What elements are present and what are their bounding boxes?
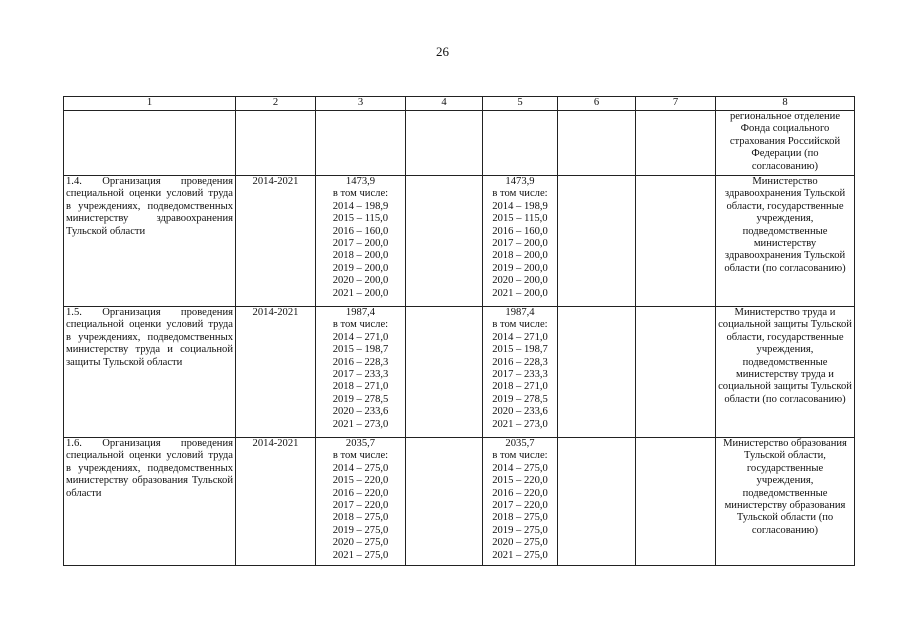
funding-line: 2021 – 275,0	[332, 549, 389, 561]
column-header: 6	[558, 97, 636, 111]
funding-line: 2014 – 271,0	[332, 331, 389, 343]
column-header: 8	[716, 97, 855, 111]
column-header: 2	[236, 97, 316, 111]
funding-line: 2018 – 275,0	[492, 512, 548, 524]
funding-line: 2019 – 275,0	[492, 524, 548, 536]
empty-cell	[558, 307, 636, 438]
funding-line: в том числе:	[492, 188, 548, 200]
program-table	[63, 96, 855, 566]
funding-line: 2019 – 200,0	[492, 262, 548, 274]
total-funding-cell	[316, 307, 406, 438]
table-row	[64, 176, 855, 307]
empty-cell	[636, 438, 716, 566]
funding-line: 2016 – 160,0	[332, 225, 389, 237]
funding-line: 2019 – 200,0	[332, 262, 389, 274]
funding-line: 2018 – 200,0	[332, 250, 389, 262]
period-cell: 2014-2021	[236, 307, 316, 438]
table-row	[64, 307, 855, 438]
funding-line: 2017 – 233,3	[492, 369, 548, 381]
executor-cell: региональное отделение Фонда социального страхования Российской Федерации (по согласованию)	[716, 111, 855, 176]
funding-line: 2016 – 228,3	[492, 356, 548, 368]
empty-cell	[636, 176, 716, 307]
funding-line: 2017 – 220,0	[332, 500, 389, 512]
funding-line: в том числе:	[492, 450, 548, 462]
funding-line: 1473,9	[345, 176, 376, 187]
executor-cell: Министерство образования Тульской области, государственные учреждения, подведомственные министерству образования Тульской области (по согласованию)	[716, 438, 855, 566]
funding-line: 2014 – 275,0	[492, 462, 548, 474]
funding-line: 2019 – 278,5	[492, 393, 548, 405]
funding-line: 2015 – 115,0	[492, 213, 548, 225]
measure-cell: 1.6. Организация проведения специальной оценки условий труда в учреждениях, подведомственных министерству образования Тульской области	[64, 438, 236, 566]
funding-source-cell	[483, 111, 558, 176]
funding-line: 2019 – 278,5	[332, 393, 389, 405]
funding-line: 2021 – 200,0	[332, 287, 389, 299]
total-funding-cell	[316, 438, 406, 566]
period-cell: 2014-2021	[236, 438, 316, 566]
funding-line: 2018 – 271,0	[492, 381, 548, 393]
empty-cell	[636, 307, 716, 438]
funding-line: 2017 – 200,0	[332, 238, 389, 250]
funding-line: 2015 – 115,0	[332, 213, 389, 225]
funding-line: 2020 – 200,0	[492, 275, 548, 287]
empty-cell	[558, 111, 636, 176]
funding-line: 2016 – 160,0	[492, 225, 548, 237]
empty-cell	[406, 438, 483, 566]
empty-cell	[558, 438, 636, 566]
funding-line: 2020 – 275,0	[332, 537, 389, 549]
funding-line: 2020 – 200,0	[332, 275, 389, 287]
empty-cell	[636, 111, 716, 176]
funding-line: 2014 – 198,9	[332, 200, 389, 212]
funding-line: 2021 – 200,0	[492, 287, 548, 299]
funding-line: в том числе:	[332, 188, 389, 200]
funding-line: 2021 – 275,0	[492, 549, 548, 561]
funding-line: 2017 – 220,0	[492, 500, 548, 512]
funding-line: 2014 – 271,0	[492, 331, 548, 343]
funding-line: 2014 – 198,9	[492, 200, 548, 212]
funding-line: 2018 – 200,0	[492, 250, 548, 262]
funding-line: 2015 – 198,7	[332, 344, 389, 356]
funding-line: 2017 – 233,3	[332, 369, 389, 381]
funding-line: в том числе:	[332, 450, 389, 462]
table-row	[64, 111, 855, 176]
table-row	[64, 438, 855, 566]
funding-line: 2017 – 200,0	[492, 238, 548, 250]
empty-cell	[558, 176, 636, 307]
period-cell	[236, 111, 316, 176]
empty-cell	[406, 307, 483, 438]
total-funding-cell	[316, 176, 406, 307]
funding-line: 2019 – 275,0	[332, 524, 389, 536]
funding-line: 1473,9	[505, 176, 535, 187]
funding-line: 1987,4	[505, 307, 535, 318]
funding-line: 2015 – 198,7	[492, 344, 548, 356]
funding-line: 2018 – 271,0	[332, 381, 389, 393]
executor-cell: Министерство труда и социальной защиты Тульской области, государственные учреждения, подведомственные министерству труда и социальной защиты Тульской области (по согласованию)	[716, 307, 855, 438]
total-funding-cell	[316, 111, 406, 176]
funding-line: в том числе:	[332, 319, 389, 331]
measure-cell: 1.4. Организация проведения специальной оценки условий труда в учреждениях, подведомственных министерству здравоохранения Тульской области	[64, 176, 236, 307]
funding-line: 2015 – 220,0	[492, 475, 548, 487]
column-header: 5	[483, 97, 558, 111]
column-header: 7	[636, 97, 716, 111]
funding-line: 2035,7	[505, 438, 535, 449]
funding-line: 1987,4	[345, 307, 376, 318]
funding-line: 2021 – 273,0	[332, 418, 389, 430]
header-row	[64, 97, 855, 111]
funding-line: 2021 – 273,0	[492, 418, 548, 430]
funding-line: 2020 – 233,6	[492, 406, 548, 418]
funding-line: 2020 – 233,6	[332, 406, 389, 418]
funding-line: 2020 – 275,0	[492, 537, 548, 549]
column-header: 4	[406, 97, 483, 111]
column-header: 3	[316, 97, 406, 111]
funding-source-cell	[483, 176, 558, 307]
funding-line: 2016 – 228,3	[332, 356, 389, 368]
funding-source-cell	[483, 307, 558, 438]
measure-cell: 1.5. Организация проведения специальной оценки условий труда в учреждениях, подведомственных министерству труда и социальной защиты Тульской области	[64, 307, 236, 438]
empty-cell	[406, 111, 483, 176]
measure-cell	[64, 111, 236, 176]
funding-line: 2014 – 275,0	[332, 462, 389, 474]
funding-line: 2015 – 220,0	[332, 475, 389, 487]
funding-line: 2016 – 220,0	[332, 487, 389, 499]
funding-source-cell	[483, 438, 558, 566]
funding-line: в том числе:	[492, 319, 548, 331]
funding-line: 2018 – 275,0	[332, 512, 389, 524]
period-cell: 2014-2021	[236, 176, 316, 307]
empty-cell	[406, 176, 483, 307]
column-header: 1	[64, 97, 236, 111]
funding-line: 2035,7	[345, 438, 376, 449]
funding-line: 2016 – 220,0	[492, 487, 548, 499]
executor-cell: Министерство здравоохранения Тульской области, государственные учреждения, подведомственные министерству здравоохранения Тульской области (по согласованию)	[716, 176, 855, 307]
page-number: 26	[436, 44, 449, 59]
